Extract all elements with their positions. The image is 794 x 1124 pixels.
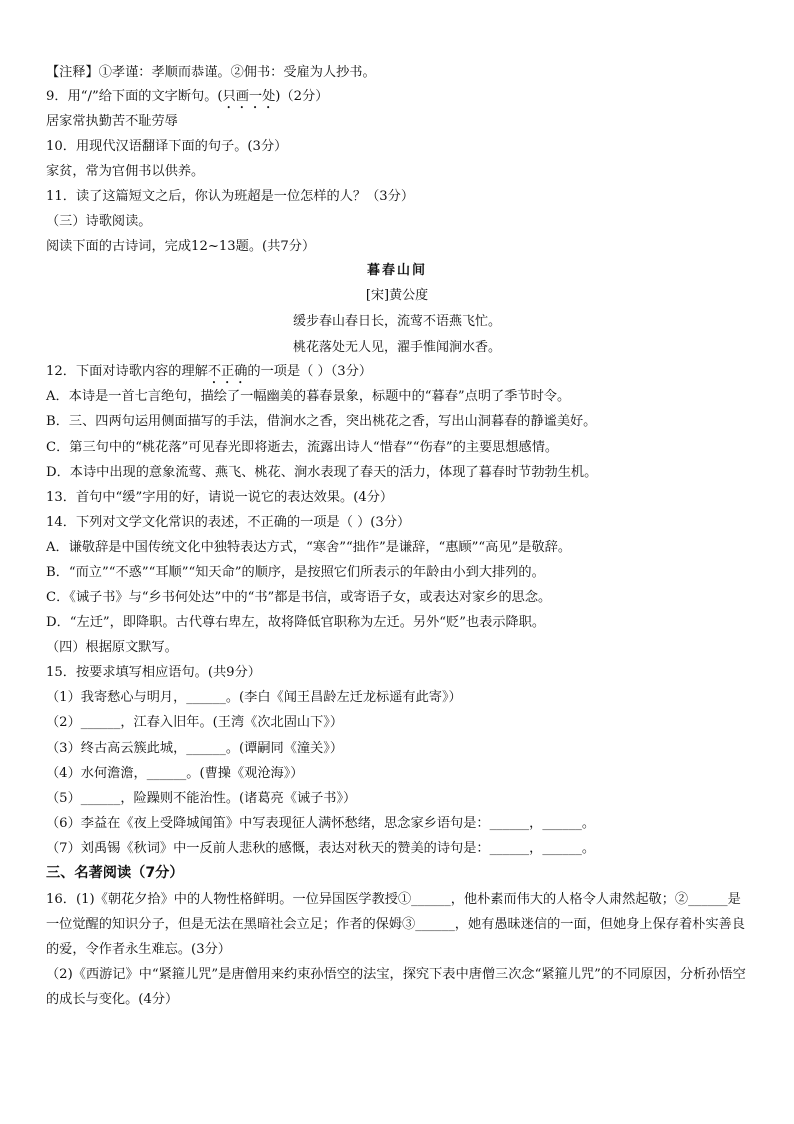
question-12-option-d: D．本诗中出现的意象流莺、燕飞、桃花、涧水表现了春天的活力，体现了暮春时节勃勃生机。: [46, 465, 598, 480]
question-15-item-7: （7）刘禹锡《秋词》中一反前人悲秋的感慨，表达对秋天的赞美的诗句是：______，______。: [46, 841, 596, 856]
question-15-item-6: （6）李益在《夜上受降城闻笛》中写表现征人满怀愁绪，思念家乡语句是：______，______。: [46, 816, 596, 831]
poem-line-2: 桃花落处无人见，濯手惟闻涧水香。: [292, 340, 501, 355]
poetry-instructions: 阅读下面的古诗词，完成12~13题。(共7分）: [46, 239, 316, 254]
question-9-score: )（2分）: [275, 89, 329, 104]
question-9-passage: 居家常执勤苦不耻劳辱: [46, 114, 178, 129]
question-10-sentence: 家贫，常为官佣书以供养。: [46, 164, 205, 179]
question-11: 11．读了这篇短文之后，你认为班超是一位怎样的人？（3分）: [46, 189, 415, 204]
poem-author: [宋]黄公度: [365, 288, 429, 303]
question-16-part-2: （2)《西游记》中“紧箍儿咒”是唐僧用来约束孙悟空的法宝，探究下表中唐僧三次念“紧箍儿咒”的不同原因，分析孙悟空的成长与变化。(4分）: [46, 967, 746, 1007]
question-14-option-c: C．《诫子书》与“乡书何处达”中的“书”都是书信，或寄语子女，或表达对家乡的思念。: [46, 590, 552, 605]
question-15-item-5: （5）______，险躁则不能治性。(诸葛亮《诫子书》）: [46, 791, 357, 806]
question-12-text: 12．下面对诗歌内容的理解: [46, 364, 208, 379]
question-14: 14．下列对文学文化常识的表述，不正确的一项是（ ）(3分）: [46, 515, 411, 530]
question-12-option-b: B．三、四两句运用侧面描写的手法，借涧水之香，突出桃花之香，写出山洞暮春的静谧美好。: [46, 414, 597, 429]
section-recitation-heading: （四）根据原文默写。: [46, 640, 178, 655]
question-12-option-a: A．本诗是一首七言绝句，描绘了一幅幽美的暮春景象，标题中的“暮春”点明了季节时令。: [46, 389, 571, 404]
question-9-emphasis: 只画一处: [222, 89, 276, 104]
section-classics-heading: 三、名著阅读（7分）: [46, 865, 184, 881]
poem-title: 暮春山间: [366, 263, 427, 278]
question-15-item-4: （4）水何澹澹，______。(曹操《观沧海》）: [46, 766, 304, 781]
poem-line-1: 缓步春山春日长，流莺不语燕飞忙。: [292, 314, 501, 329]
question-12: [46, 363, 754, 387]
question-12-option-c: C．第三句中的“桃花落”可见春光即将逝去，流露出诗人“惜春”“伤春”的主要思想感情。: [46, 440, 559, 455]
question-13: 13．首句中“缓”字用的好，请说一说它的表达效果。(4分）: [46, 490, 394, 505]
question-9: [46, 88, 754, 112]
question-15-item-3: （3）终古高云簇此城，______。(谭嗣同《潼关》）: [46, 741, 344, 756]
question-14-option-d: D．“左迁”，即降职。古代尊右卑左，故将降低官职称为左迁。另外“贬”也表示降职。: [46, 615, 546, 630]
question-12-emphasis: 不正确: [207, 364, 248, 379]
question-14-option-a: A．谦敬辞是中国传统文化中独特表达方式，“寒舍”“拙作”是谦辞，“惠顾”“高见”是敬辞。: [46, 540, 572, 555]
question-12-score: 的一项是（ ）（3分）: [247, 364, 373, 379]
question-15-item-1: （1）我寄愁心与明月，______。(李白《闻王昌龄左迁龙标遥有此寄》）: [46, 690, 462, 705]
section-poetry-heading: （三）诗歌阅读。: [46, 214, 152, 229]
question-10: 10．用现代汉语翻译下面的句子。(3分）: [46, 139, 288, 154]
question-14-option-b: B．“而立”“不惑”“耳顺”“知天命”的顺序，是按照它们所表示的年龄由小到大排列的。: [46, 565, 545, 580]
question-16-part-1: 16．(1)《朝花夕拾》中的人物性格鲜明。一位异国医学教授①______，他朴素而伟大的人格令人肃然起敬；②______是一位觉醒的知识分子，但是无法在黑暗社会立足；作者的保姆③______，她有愚昧迷信的一面，但她身上保存着朴实善良的爱，令作者永生难忘。(3分）: [46, 892, 745, 957]
question-9-text: 9．用“/”给下面的文字断句。(: [46, 89, 223, 104]
annotation-note: 【注释】①孝谨：孝顺而恭谨。②佣书：受雇为人抄书。: [46, 65, 376, 80]
question-15-item-2: （2）______，江春入旧年。(王湾《次北固山下》）: [46, 715, 344, 730]
question-15: 15．按要求填写相应语句。(共9分）: [46, 665, 261, 680]
